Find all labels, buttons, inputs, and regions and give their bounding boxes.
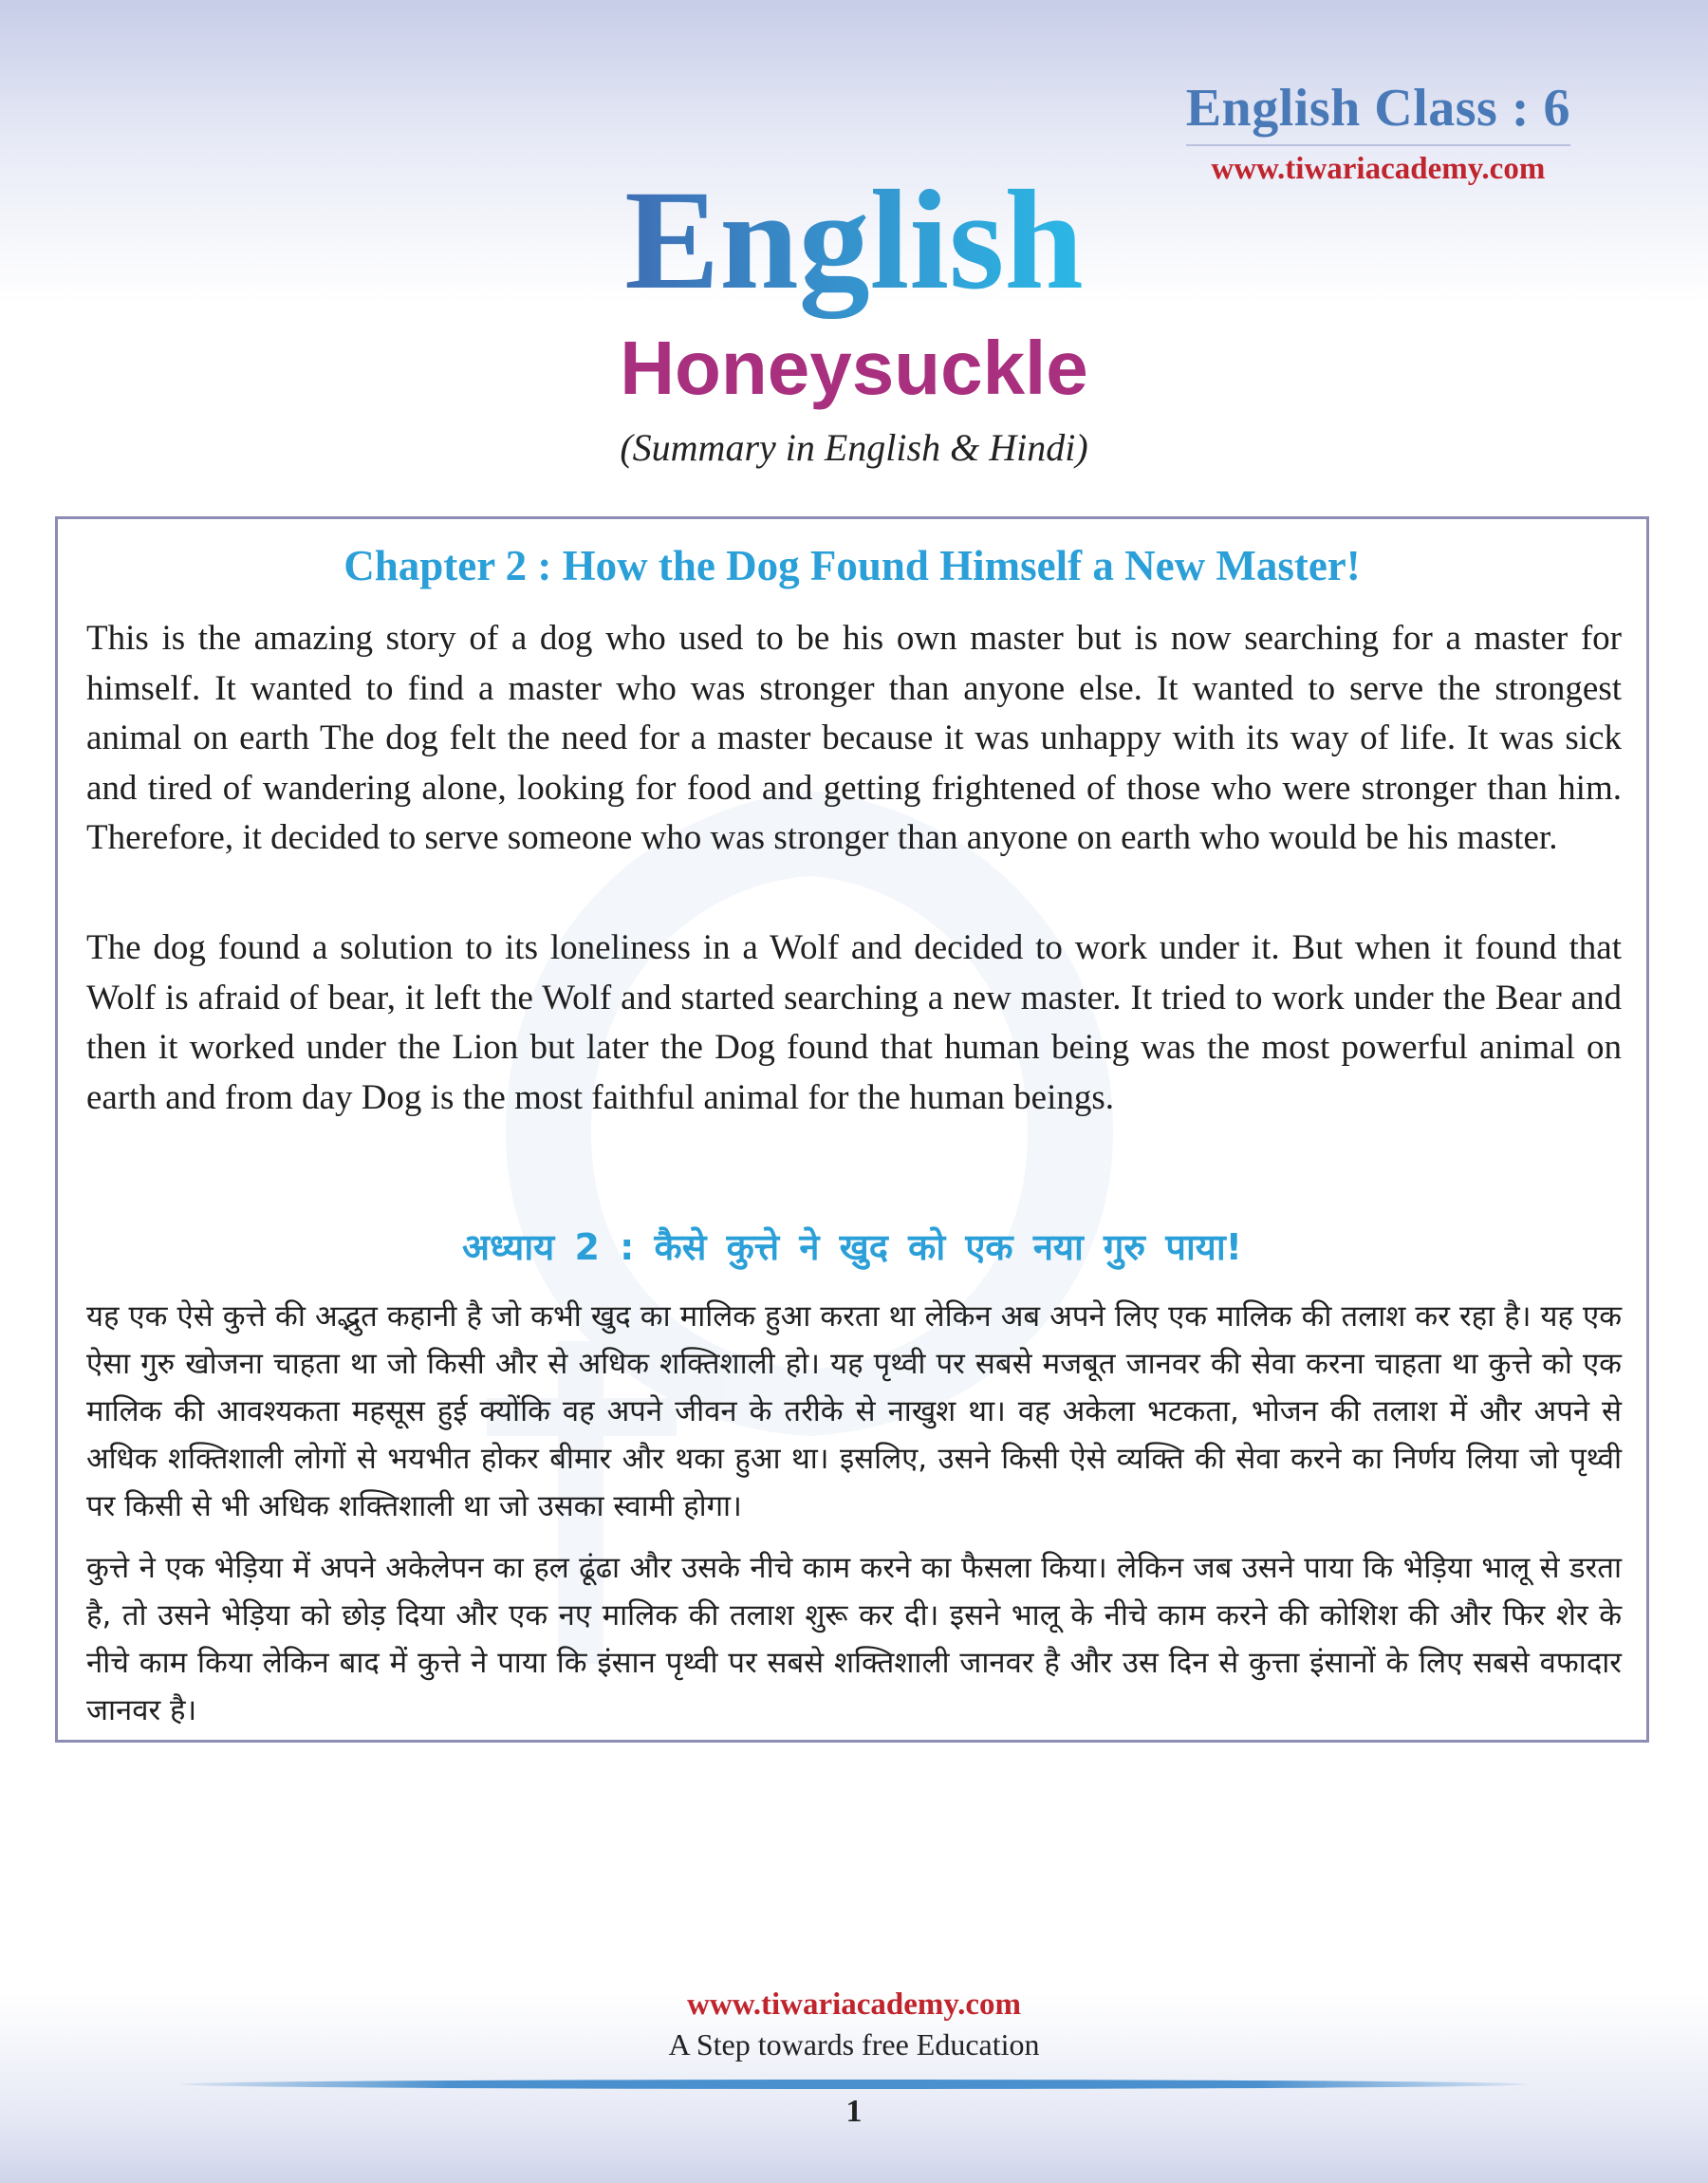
chapter-title-english: Chapter 2 : How the Dog Found Himself a New Master! bbox=[343, 542, 1361, 589]
hindi-summary-paragraph-1: यह एक ऐसे कुत्ते की अद्भुत कहानी है जो कभी खुद का मालिक हुआ करता था लेकिन अब अपने लिए एक मालिक की तलाश कर रहा है। यह एक ऐसा गुरु खोजना चाहता था जो किसी और से अधिक शक्तिशाली हो। यह पृथ्वी पर सबसे मजबूत जानवर की सेवा करना चाहता था कुत्ते को एक मालिक की आवश्यकता महसूस हुई क्योंकि वह अपने जीवन के तरीके से नाखुश था। वह अकेला भटकता, भोजन की तलाश में और अपने से अधिक शक्तिशाली लोगों से भयभीत होकर बीमार और थका हुआ था। इसलिए, उसने किसी ऐसे व्यक्ति की सेवा करने का निर्णय लिया जो पृथ्वी पर किसी से भी अधिक शक्तिशाली था जो उसका स्वामी होगा। bbox=[86, 1299, 1622, 1523]
hindi-summary-paragraph-2: कुत्ते ने एक भेड़िया में अपने अकेलेपन का हल ढूंढा और उसके नीचे काम करने का फैसला किया। लेकिन जब उसने पाया कि भेड़िया भालू से डरता है, तो उसने भेड़िया को छोड़ दिया और एक नए मालिक की तलाश शुरू कर दी। इसने भालू के नीचे काम करने की कोशिश की और फिर शेर के नीचे काम किया लेकिन बाद में कुत्ते ने पाया कि इंसान पृथ्वी पर सबसे शक्तिशाली जानवर है और उस दिन से कुत्ता इंसानों के लिए सबसे वफादार जानवर है। bbox=[86, 1551, 1622, 1727]
header-divider bbox=[1186, 144, 1570, 146]
subject-title: English bbox=[624, 161, 1084, 319]
subject-title-wrap bbox=[0, 159, 1708, 321]
chapter-title-hindi: अध्याय 2 : कैसे कुत्ते ने खुद को एक नया गुरु पाया! bbox=[461, 1226, 1243, 1268]
english-summary-paragraph-1: This is the amazing story of a dog who used to be his own master but is now searching for a master for himself. It wanted to find a master who was stronger than anyone else. It wanted to serve the strongest animal on earth The dog felt the need for a master because it was unhappy with its way of life. It was sick and tired of wandering alone, looking for food and getting frightened of those who were stronger than him. Therefore, it decided to serve someone who was stronger than anyone on earth who would be his master. bbox=[86, 619, 1622, 857]
book-title: Honeysuckle bbox=[620, 326, 1088, 410]
footer-website-link[interactable]: www.tiwariacademy.com bbox=[687, 1987, 1021, 2022]
class-label: English Class : 6 bbox=[1185, 79, 1570, 138]
footer-divider bbox=[180, 2080, 1528, 2089]
page-number: 1 bbox=[845, 2094, 863, 2129]
english-summary-paragraph-2: The dog found a solution to its loneliness in a Wolf and decided to work under it. But when it found that Wolf is afraid of bear, it left the Wolf and started searching a new master. It tried to work under the Bear and then it worked under the Lion but later the Dog found that human being was the most powerful animal on earth and from day Dog is the most faithful animal for the human beings. bbox=[86, 928, 1622, 1117]
summary-subtitle: (Summary in English & Hindi) bbox=[620, 426, 1088, 469]
summary-content-box bbox=[55, 516, 1649, 1743]
header-website-link[interactable]: www.tiwariacademy.com bbox=[1211, 152, 1546, 186]
footer-tagline: A Step towards free Education bbox=[668, 2027, 1040, 2062]
